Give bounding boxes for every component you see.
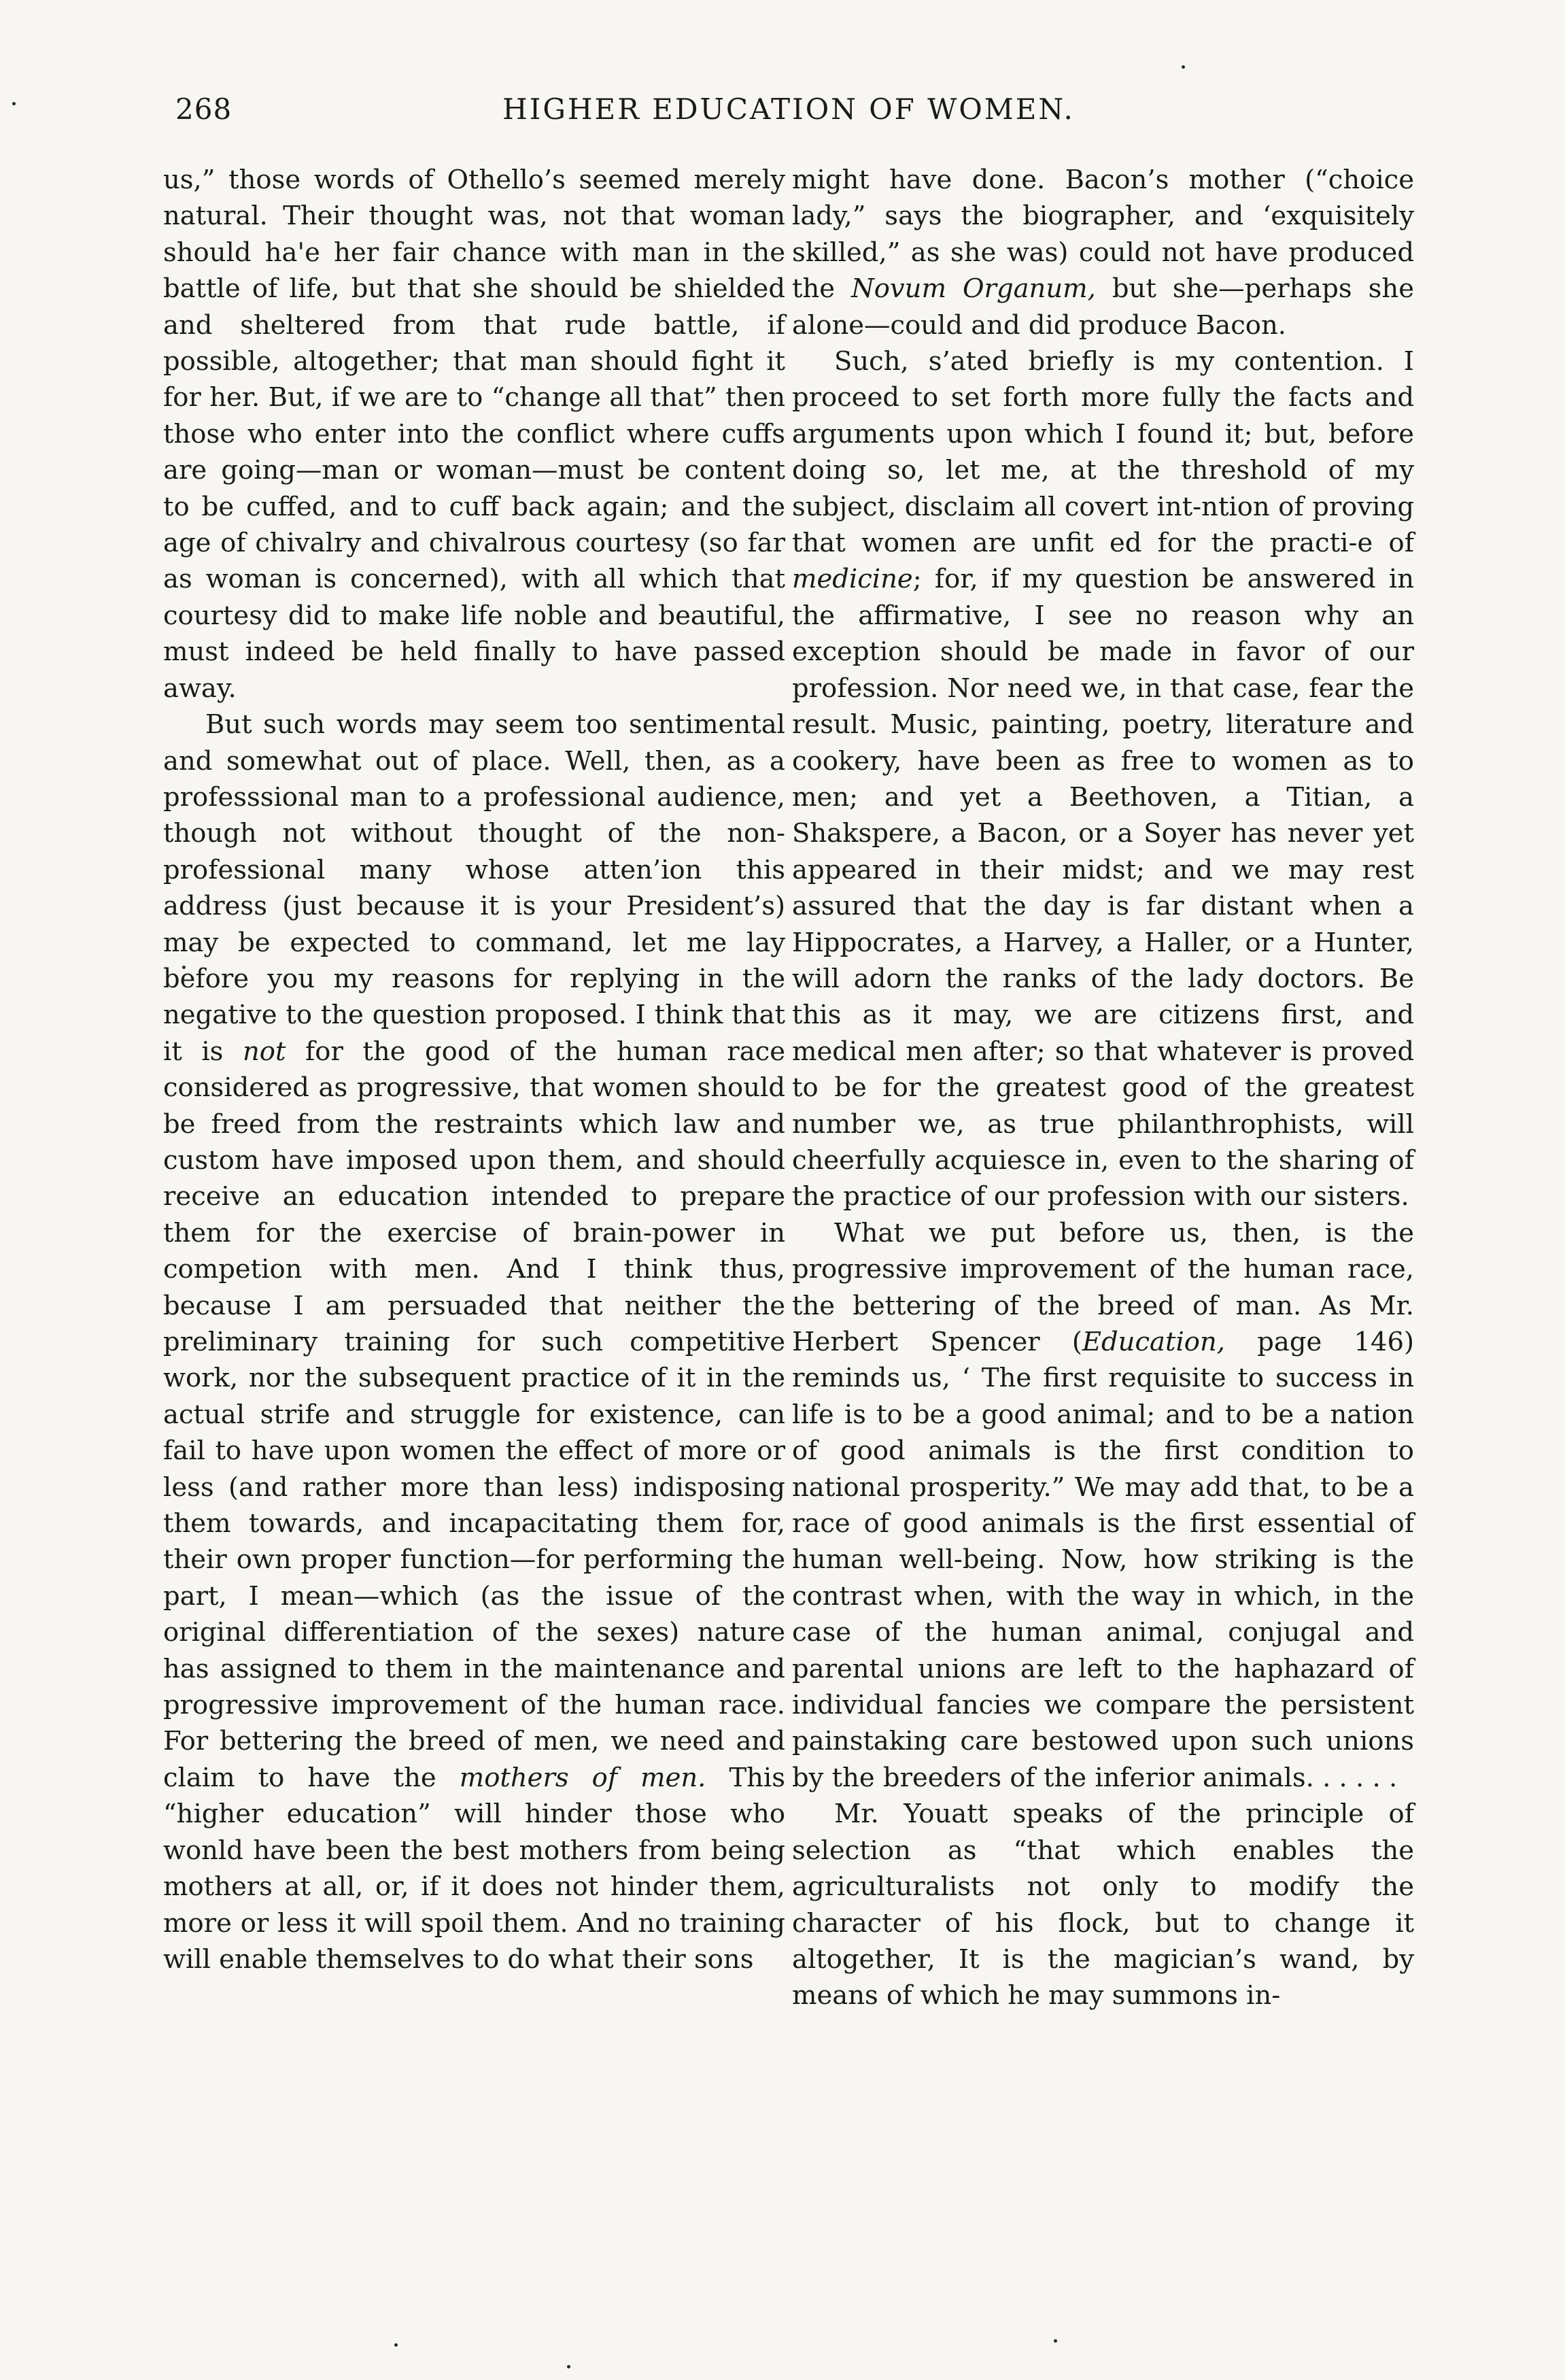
page-number: 268: [175, 92, 233, 126]
emphasis: Novum Organum,: [851, 273, 1096, 305]
ink-speck: [567, 2365, 570, 2368]
paragraph-text: might have done. Bacon’s mother (“choice lady,” says the biographer, and ‘exquisitely skilled,” as she was) could not have produced the: [792, 165, 1414, 305]
ink-speck: [1182, 65, 1185, 69]
paragraph-text: What we put before us, then, is the progressive improvement of the human race, the bettering of the breed of man. As Mr. Herbert Spencer (: [792, 1217, 1414, 1357]
left-column: [163, 162, 785, 2014]
running-title: HIGHER EDUCATION OF WOMEN.: [502, 92, 1075, 126]
paragraph-text: us,” those words of Othello’s seemed merely natural. Their thought was, not that woman should ha'e her fair chance with man in the battle of life, but that she should be shielded and sheltered from that rude battle, if possible, altogether; that man should fight it for her. But, if we are to “change all that” then those who enter into the conflict where cuffs are going—man or woman—must be content to be cuffed, and to cuff back again; and the age of chivalry and chivalrous courtesy (so far as woman is concerned), with all which that courtesy did to make life noble and beautiful, must indeed be held finally to have passed away.: [163, 165, 785, 704]
ink-speck: [394, 2343, 398, 2347]
running-head: [136, 92, 1441, 133]
paragraph-text: But such words may seem too sentimental and somewhat out of place. Well, then, as a professsional man to a professional audience, though not without thought of the non-professional many whose atten’ion this address (just because it is your President’s) may be expected to command, let me lay before you my reasons for replying in the negative to the question proposed. I think that it is: [163, 709, 785, 1067]
paragraph-text: for the good of the human race considered as progressive, that women should be freed from the restraints which law and custom have imposed upon them, and should receive an education intended to prepare them for the exercise of brain-power in competion with men. And I think thus, because I am persuaded that neither the preliminary training for such competitive work, nor the subsequent practice of it in the actual strife and struggle for existence, can fail to have upon women the effect of more or less (and rather more than less) indisposing them towards, and incapacitating them for, their own proper function—for performing the part, I mean—which (as the issue of the original differentiation of the sexes) nature has assigned to them in the maintenance and progressive improvement of the human race. For bettering the breed of men, we need and claim to have the: [163, 1036, 785, 1793]
paragraph: [792, 1215, 1414, 1797]
paragraph-text: This “higher education” will hinder those who wonld have been the best mothers from being mothers at all, or, if it does not hinder them, more or less it will spoil them. And no training will enable themselves to do what their sons: [163, 1762, 785, 1975]
paragraph-text: ; for, if my question be answered in the affirmative, I see no reason why an exception should be made in favor of our profession. Nor need we, in that case, fear the result. Music, painting, poetry, literature and cookery, have been as free to women as to men; and yet a Beethoven, a Titian, a Shakspere, a Bacon, or a Soyer has never yet appeared in their midst; and we may rest assured that the day is far distant when a Hippocrates, a Harvey, a Haller, or a Hunter, will adorn the ranks of the lady doctors. Be this as it may, we are citizens first, and medical men after; so that whatever is proved to be for the greatest good of the greatest number we, as true philanthrophists, will cheerfully acquiesce in, even to the sharing of the practice of our profession with our sisters.: [792, 564, 1414, 1212]
ink-speck: [12, 102, 16, 105]
emphasis: Education,: [1082, 1327, 1225, 1357]
paragraph-text: but she—perhaps she alone—could and did produce Bacon.: [792, 273, 1414, 341]
paragraph: [792, 1796, 1414, 2013]
emphasis: not: [243, 1036, 286, 1067]
paragraph: [163, 707, 785, 1977]
paragraph: [792, 162, 1414, 343]
emphasis: medicine: [792, 564, 913, 595]
paragraph-text: page 146) reminds us, ‘ The first requisite to success in life is to be a good animal; and to be a nation of good animals is the first condition to national prosperity.” We may add that, to be a race of good animals is the first essential of human well-being. Now, how striking is the contrast when, with the way in which, in the case of the human animal, conjugal and parental unions are left to the haphazard of individual fancies we compare the persistent painstaking care bestowed upon such unions by the breeders of the inferior animals. . . . . .: [792, 1327, 1414, 1793]
paragraph: [792, 343, 1414, 1215]
body-columns: [136, 162, 1441, 2014]
paragraph-text: Mr. Youatt speaks of the principle of selection as “that which enables the agriculturalists not only to modify the character of his flock, but to change it altogether, It is the magician’s wand, by means of which he may summons in-: [792, 1799, 1414, 2011]
ink-speck: [1054, 2339, 1057, 2343]
paragraph-text: Such, s’ated briefly is my contention. I proceed to set forth more fully the facts and arguments upon which I found it; but, before doing so, let me, at the threshold of my subject, disclaim all covert int-ntion of proving that women are unfit ed for the practi-e of: [792, 346, 1414, 559]
paragraph: [163, 162, 785, 707]
emphasis: mothers of men.: [459, 1762, 706, 1793]
right-column: [792, 162, 1414, 2014]
page: [136, 92, 1441, 2336]
